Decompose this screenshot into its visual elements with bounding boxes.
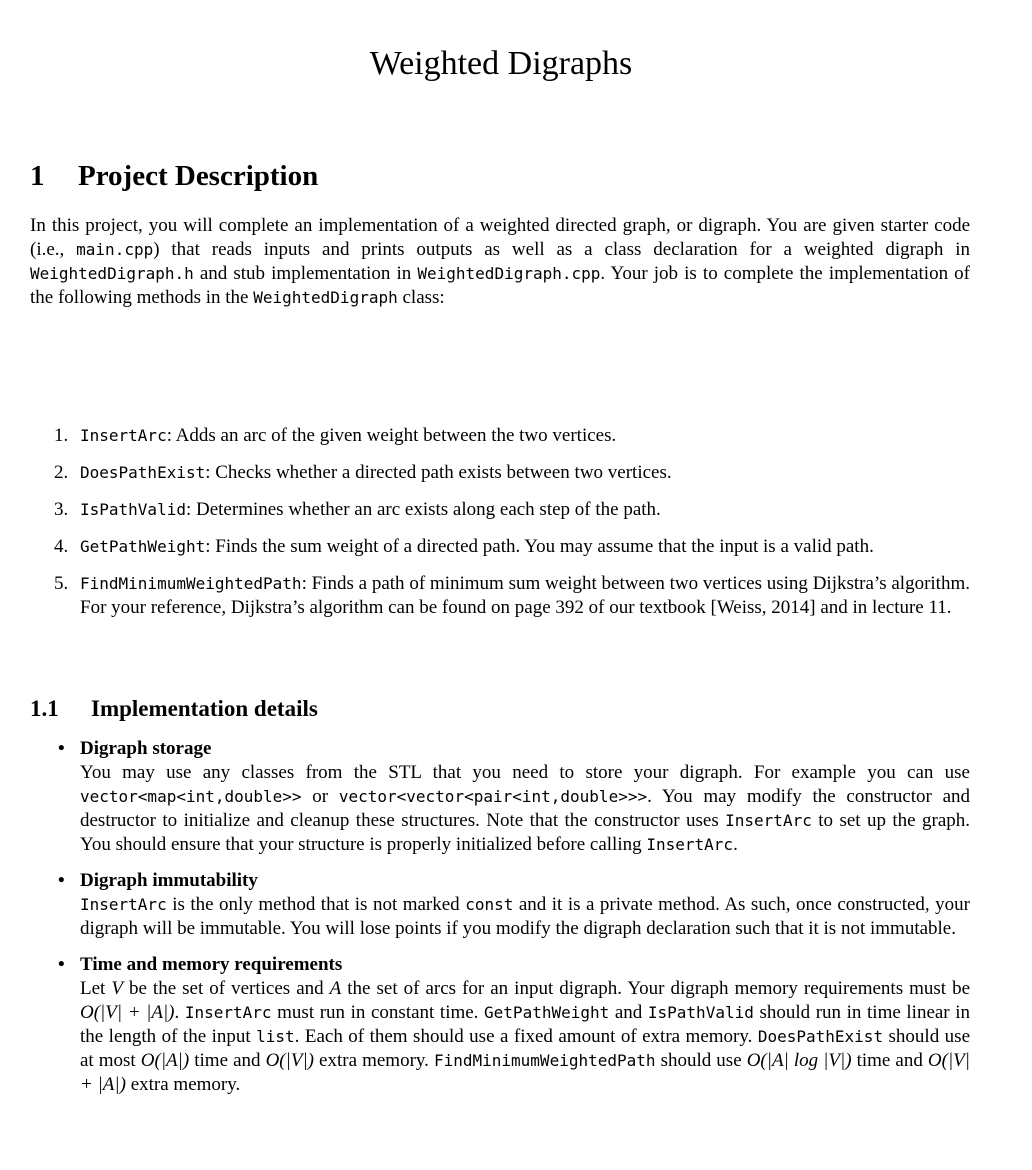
text: or — [301, 786, 339, 807]
method-item — [30, 461, 970, 485]
code-classname: WeightedDigraph — [253, 288, 398, 307]
method-description: : Determines whether an arc exists along each step of the path. — [185, 499, 661, 520]
text: . Your job is to complete the implementation of the following methods in the — [30, 263, 970, 308]
text: extra memory. — [125, 1074, 241, 1095]
math: V — [111, 978, 123, 999]
math: O(|V| + |A|) — [80, 1050, 971, 1095]
math: O(|A| log |V|) — [746, 1050, 852, 1071]
intro-paragraph — [30, 214, 970, 310]
code: IsPathValid — [647, 1003, 754, 1022]
method-item — [30, 572, 970, 620]
text: time and — [851, 1050, 928, 1071]
bullet-icon: • — [58, 954, 65, 975]
text: the set of arcs for an input digraph. Your digraph memory requirements must be — [341, 978, 970, 999]
methods-list — [30, 424, 970, 633]
text: Let — [80, 978, 112, 999]
item-number: 1. — [54, 425, 69, 446]
method-description: : Checks whether a directed path exists between two vertices. — [205, 462, 672, 483]
bullet-icon: • — [58, 738, 65, 759]
document-title: Weighted Digraphs — [369, 44, 633, 82]
math: O(|V| + |A|) — [80, 1002, 175, 1023]
item-number: 5. — [54, 573, 69, 594]
math: O(|V|) — [265, 1050, 314, 1071]
text: You may use any classes from the STL that you need to store your digraph. For example you can use — [80, 762, 970, 783]
detail-item-immutability — [30, 869, 970, 941]
text: ) that reads inputs and prints outputs as well as a class declaration for a weighted digraph in — [153, 239, 970, 260]
text: and it is a private method. As such, once constructed, your digraph will be immutable. You will lose points if you modify the digraph declaration such that it is not immutable. — [80, 894, 970, 939]
detail-heading: Time and memory requirements — [80, 954, 343, 975]
code-filename: WeightedDigraph.h — [30, 264, 194, 283]
text: and stub implementation in — [193, 263, 418, 284]
text: . You may modify the constructor and destructor to initialize and cleanup these structures. Note that the constructor uses — [80, 786, 971, 831]
detail-heading: Digraph immutability — [80, 870, 258, 891]
text: is the only method that is not marked — [166, 894, 466, 915]
math: O(|A|) — [140, 1050, 190, 1071]
method-description: : Adds an arc of the given weight between the two vertices. — [166, 425, 617, 446]
subsection-number: 1.1 — [30, 696, 59, 721]
subsection-heading — [30, 696, 318, 722]
bullet-icon: • — [58, 870, 65, 891]
text: . — [174, 1002, 185, 1023]
text: and — [609, 1002, 648, 1023]
method-description: : Finds a path of minimum sum weight between two vertices using Dijkstra’s algorithm. For your reference, Dijkstra’s algorithm can be found on page 392 of our textbook [Weiss, 2014] and in lecture 11. — [80, 573, 970, 618]
text: . — [733, 834, 738, 855]
math: A — [329, 978, 342, 999]
section-number: 1 — [30, 160, 45, 192]
method-item — [30, 424, 970, 448]
text: must run in constant time. — [271, 1002, 485, 1023]
text: should run in time linear in the length of the input — [80, 1002, 971, 1047]
text: time and — [189, 1050, 266, 1071]
section-title: Project Description — [78, 160, 319, 192]
subsection-title: Implementation details — [91, 696, 318, 721]
item-number: 2. — [54, 462, 69, 483]
code: InsertArc — [184, 1003, 272, 1022]
code: InsertArc — [725, 811, 812, 830]
text: should use at most — [80, 1026, 971, 1071]
code: GetPathWeight — [484, 1003, 610, 1022]
code: list — [256, 1027, 295, 1046]
text: extra memory. — [314, 1050, 434, 1071]
text: to set up the graph. You should ensure that your structure is properly initialized before calling — [80, 810, 971, 855]
code: FindMinimumWeightedPath — [433, 1051, 656, 1070]
detail-item-requirements — [30, 953, 970, 1097]
item-number: 4. — [54, 536, 69, 557]
section-heading — [30, 160, 318, 193]
detail-heading: Digraph storage — [80, 738, 212, 759]
method-name: FindMinimumWeightedPath — [80, 574, 302, 593]
method-name: IsPathValid — [80, 500, 186, 519]
text: class: — [397, 287, 445, 308]
text: should use — [655, 1050, 747, 1071]
details-list — [30, 737, 970, 1109]
method-item — [30, 535, 970, 559]
code: vector<map<int,double>> — [80, 787, 302, 806]
code: DoesPathExist — [757, 1027, 884, 1046]
code: const — [465, 895, 514, 914]
method-item — [30, 498, 970, 522]
item-number: 3. — [54, 499, 69, 520]
method-name: GetPathWeight — [80, 537, 206, 556]
method-description: : Finds the sum weight of a directed path. You may assume that the input is a valid path. — [205, 536, 874, 557]
detail-item-storage — [30, 737, 970, 857]
code: vector<vector<pair<int,double>>> — [338, 787, 648, 806]
text: be the set of vertices and — [122, 978, 330, 999]
code: InsertArc — [646, 835, 734, 854]
code-filename: WeightedDigraph.cpp — [417, 264, 601, 283]
code: InsertArc — [80, 895, 167, 914]
text: In this project, you will complete an implementation of a weighted directed graph, or digraph. You are given starter code (i.e., — [30, 215, 970, 260]
method-name: InsertArc — [80, 426, 167, 445]
method-name: DoesPathExist — [80, 463, 206, 482]
text: . Each of them should use a fixed amount of extra memory. — [294, 1026, 758, 1047]
code-filename: main.cpp — [76, 240, 154, 259]
